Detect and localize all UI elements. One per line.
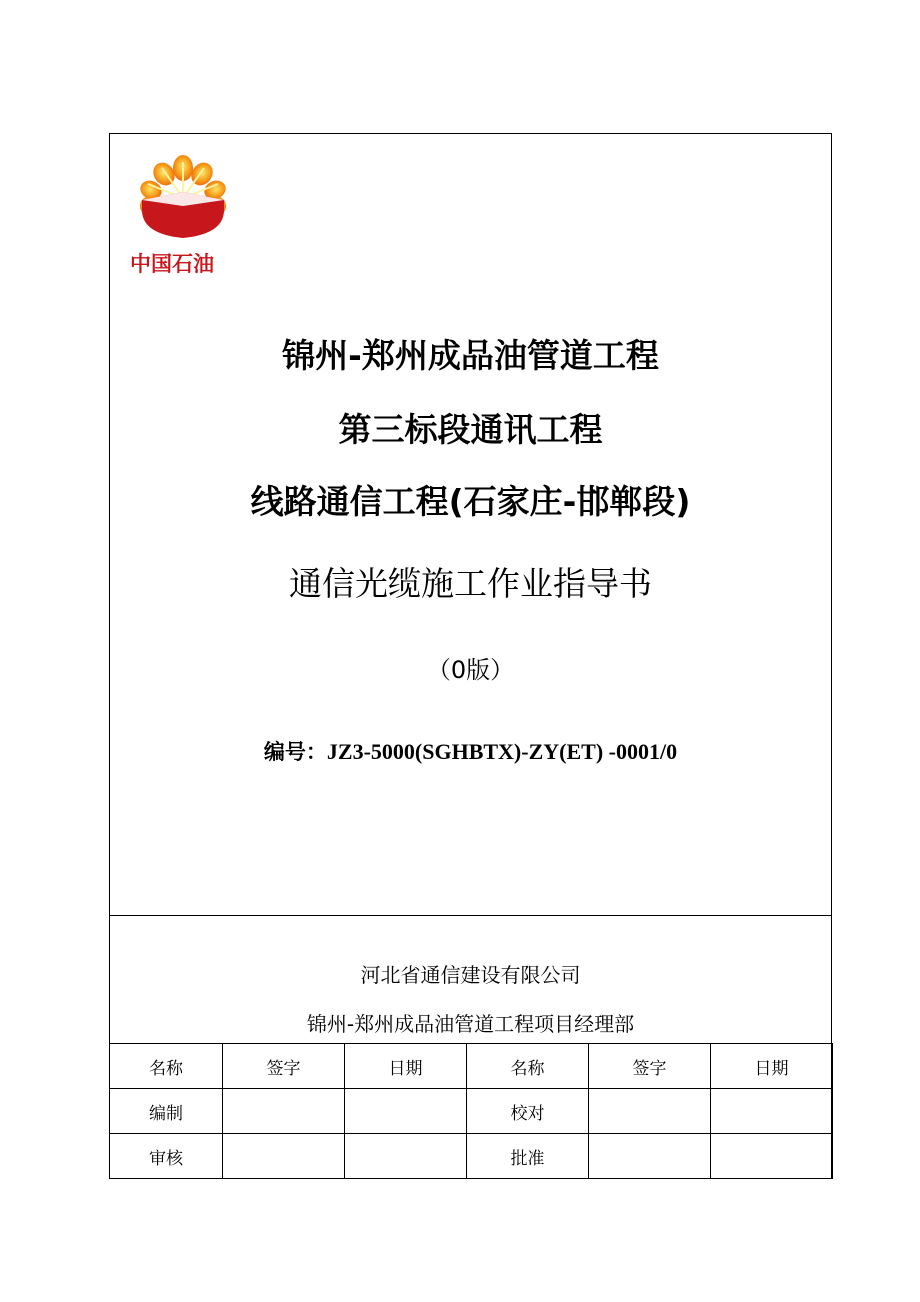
document-code-label: 编号： (263, 740, 327, 764)
section-divider (110, 915, 831, 916)
compile-signature-cell (223, 1089, 345, 1134)
document-title: 通信光缆施工作业指导书 (289, 564, 652, 603)
department-name: 锦州-郑州成品油管道工程项目经理部 (306, 1012, 635, 1036)
review-date-cell (345, 1134, 467, 1179)
approve-date-cell (711, 1134, 833, 1179)
approve-signature-cell (589, 1134, 711, 1179)
signature-table (109, 1043, 833, 1179)
proofread-signature-cell (589, 1089, 711, 1134)
role-approve: 批准 (467, 1134, 589, 1179)
cnpc-logo (130, 154, 240, 274)
section-title: 第三标段通讯工程 (338, 410, 603, 449)
project-title: 锦州-郑州成品油管道工程 (282, 336, 659, 375)
document-code (110, 736, 831, 766)
proofread-date-cell (711, 1089, 833, 1134)
review-signature-cell (223, 1134, 345, 1179)
role-compile: 编制 (110, 1089, 223, 1134)
signature-header-row (110, 1044, 833, 1089)
company-name: 河北省通信建设有限公司 (360, 963, 581, 987)
table-row (110, 1134, 833, 1179)
compile-date-cell (345, 1089, 467, 1134)
subproject-title: 线路通信工程(石家庄-邯郸段) (250, 482, 691, 521)
role-proofread: 校对 (467, 1089, 589, 1134)
cnpc-emblem-icon (138, 154, 228, 240)
role-review: 审核 (110, 1134, 223, 1179)
header-name-1: 名称 (110, 1044, 223, 1089)
cover-frame (109, 133, 832, 1179)
logo-text: 中国石油 (130, 252, 214, 276)
header-date-2: 日期 (711, 1044, 833, 1089)
header-signature-2: 签字 (589, 1044, 711, 1089)
header-date-1: 日期 (345, 1044, 467, 1089)
table-row (110, 1089, 833, 1134)
version-label: （0版） (426, 656, 515, 684)
header-name-2: 名称 (467, 1044, 589, 1089)
document-code-value: JZ3-5000(SGHBTX)-ZY(ET) -0001/0 (326, 739, 678, 764)
header-signature-1: 签字 (223, 1044, 345, 1089)
